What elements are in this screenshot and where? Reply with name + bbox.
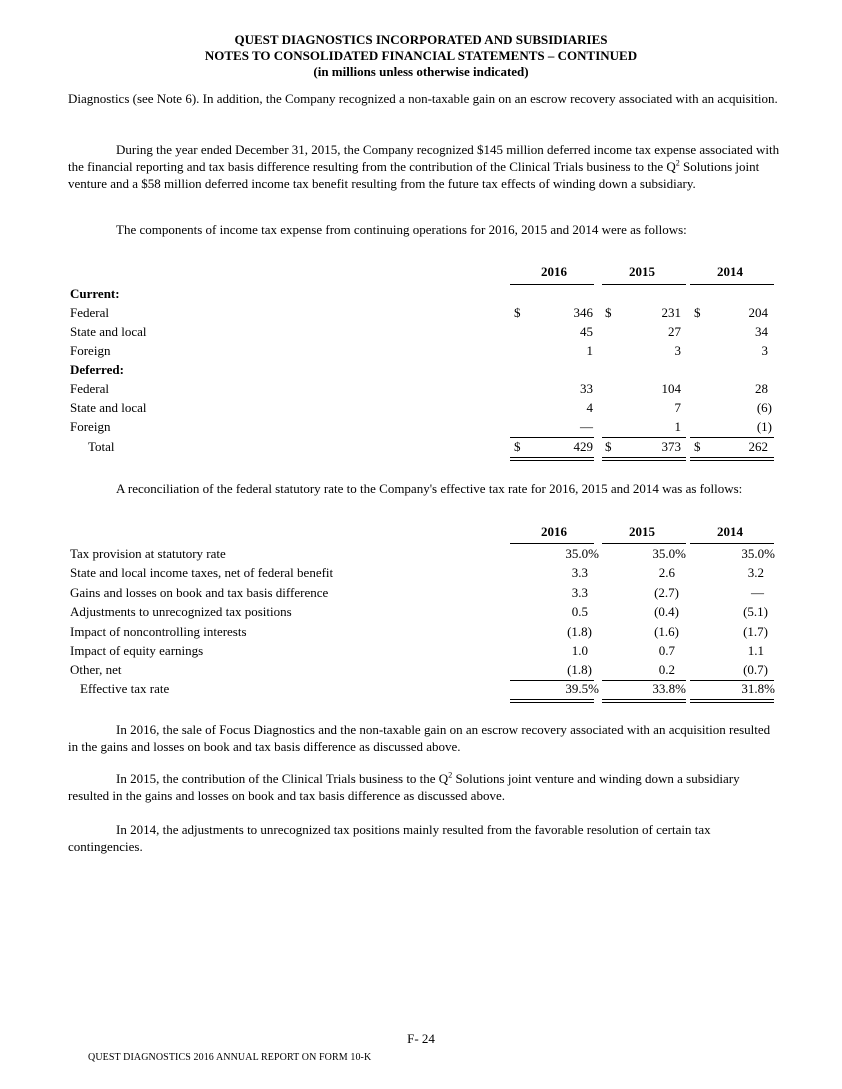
- cell-value: 34: [755, 324, 768, 339]
- table1-total-double-rule: [510, 457, 594, 461]
- table2-row: [0, 544, 842, 563]
- cell-value: 1: [674, 419, 681, 434]
- row-label: Impact of equity earnings: [70, 643, 204, 658]
- table2-year-2014: 2014: [717, 524, 743, 539]
- row-label: Gains and losses on book and tax basis difference: [70, 585, 329, 600]
- superscript: 2: [448, 770, 453, 780]
- cell-value: —: [751, 585, 764, 600]
- row-label: State and local: [70, 400, 147, 415]
- row-label: Tax provision at statutory rate: [70, 546, 226, 561]
- currency-symbol: $: [694, 305, 701, 320]
- paragraph-2: [68, 141, 780, 192]
- cell-value: 3: [674, 343, 681, 358]
- row-label: Foreign: [70, 343, 111, 358]
- cell-value: 3.3: [571, 565, 588, 580]
- cell-value: 3.3: [571, 585, 588, 600]
- cell-value: 346: [573, 305, 593, 320]
- cell-value: 4: [586, 400, 593, 415]
- currency-symbol: $: [694, 439, 701, 454]
- row-label: Adjustments to unrecognized tax positions: [70, 604, 292, 619]
- cell-value: 33: [580, 381, 593, 396]
- page-number: F- 24: [407, 1031, 435, 1046]
- cell-value: 231: [661, 305, 681, 320]
- superscript: 2: [675, 158, 680, 168]
- table1-row: [0, 398, 842, 417]
- cell-value: 2.6: [658, 565, 675, 580]
- row-label: Foreign: [70, 419, 111, 434]
- cell-value: 35.0%: [741, 546, 775, 561]
- paragraph-3: The components of income tax expense from continuing operations for 2016, 2015 and 2014 were as follows:: [116, 222, 687, 237]
- paragraph-2-part-a: During the year ended December 31, 2015, the Company recognized $145 million deferred income tax expense associated with the financial reporting and tax basis difference resulting from the contribution of the Clinical Trials business to the Q: [68, 142, 780, 174]
- row-label: Other, net: [70, 662, 122, 677]
- cell-value: (6): [756, 400, 772, 415]
- currency-symbol: $: [514, 305, 521, 320]
- row-label: State and local: [70, 324, 147, 339]
- row-label: Impact of noncontrolling interests: [70, 624, 247, 639]
- currency-symbol: $: [605, 305, 612, 320]
- paragraph-1: Diagnostics (see Note 6). In addition, the Company recognized a non-taxable gain on an escrow recovery associated with an acquisition.: [68, 91, 778, 106]
- cell-value: (1.8): [567, 624, 592, 639]
- table2-row: [0, 563, 842, 582]
- cell-value: 0.2: [658, 662, 675, 677]
- table2-row: [0, 622, 842, 641]
- cell-value: 373: [661, 439, 681, 454]
- cell-value: 0.7: [658, 643, 675, 658]
- cell-value: 1.0: [571, 643, 588, 658]
- cell-value: 45: [580, 324, 593, 339]
- row-label: Federal: [70, 305, 109, 320]
- table1-row: [0, 341, 842, 360]
- currency-symbol: $: [514, 439, 521, 454]
- table1-total-row: [0, 437, 842, 456]
- cell-value: 104: [661, 381, 681, 396]
- table1-total-double-rule: [602, 457, 686, 461]
- table1-row: [0, 360, 842, 379]
- table1-row: [0, 379, 842, 398]
- table2-total-double-rule: [602, 699, 686, 703]
- row-label: State and local income taxes, net of federal benefit: [70, 565, 334, 580]
- table1-year-2014: 2014: [717, 264, 743, 279]
- cell-value: 39.5%: [565, 681, 599, 696]
- cell-value: 1: [586, 343, 593, 358]
- row-label: Current:: [70, 286, 120, 301]
- cell-value: 3.2: [747, 565, 764, 580]
- row-label: Effective tax rate: [80, 681, 170, 696]
- table1-row: [0, 303, 842, 322]
- cell-value: (1.6): [654, 624, 679, 639]
- cell-value: 1.1: [747, 643, 764, 658]
- table2-total-double-rule: [510, 699, 594, 703]
- row-label: Total: [88, 439, 115, 454]
- table2-row: [0, 641, 842, 660]
- cell-value: (2.7): [654, 585, 679, 600]
- table1-year-2015: 2015: [629, 264, 655, 279]
- table1-row: [0, 417, 842, 436]
- paragraph-2-part-b: Solutions joint venture and a $58 million deferred income tax benefit resulting from the future tax effects of winding down a subsidiary.: [68, 159, 760, 191]
- cell-value: (5.1): [743, 604, 768, 619]
- paragraph-6: [68, 770, 780, 804]
- cell-value: 27: [668, 324, 681, 339]
- cell-value: (0.7): [743, 662, 768, 677]
- cell-value: 33.8%: [652, 681, 686, 696]
- paragraph-4: A reconciliation of the federal statutory rate to the Company's effective tax rate for 2016, 2015 and 2014 was as follows:: [116, 481, 743, 496]
- cell-value: 0.5: [571, 604, 588, 619]
- cell-value: 7: [674, 400, 681, 415]
- table2-row: [0, 602, 842, 621]
- paragraph-6-part-b: Solutions joint venture and winding down a subsidiary resulted in the gains and losses on book and tax basis difference as discussed above.: [68, 771, 740, 803]
- cell-value: 35.0%: [652, 546, 686, 561]
- cell-value: (0.4): [654, 604, 679, 619]
- cell-value: 3: [761, 343, 768, 358]
- page-header-company: QUEST DIAGNOSTICS INCORPORATED AND SUBSIDIARIES: [234, 32, 608, 47]
- table1-year-2016: 2016: [541, 264, 567, 279]
- table2-year-2015: 2015: [629, 524, 655, 539]
- cell-value: —: [580, 419, 593, 434]
- paragraph-6-part-a: In 2015, the contribution of the Clinical Trials business to the Q: [116, 771, 449, 786]
- paragraph-7: In 2014, the adjustments to unrecognized tax positions mainly resulted from the favorable resolution of certain tax contingencies.: [68, 822, 711, 854]
- cell-value: 262: [748, 439, 768, 454]
- table2-total-double-rule: [690, 699, 774, 703]
- cell-value: 429: [573, 439, 593, 454]
- row-label: Deferred:: [70, 362, 124, 377]
- table1-total-double-rule: [690, 457, 774, 461]
- page-header-section: NOTES TO CONSOLIDATED FINANCIAL STATEMENTS – CONTINUED: [204, 48, 638, 63]
- table2-row: [0, 660, 842, 679]
- cell-value: (1.8): [567, 662, 592, 677]
- currency-symbol: $: [605, 439, 612, 454]
- cell-value: 31.8%: [741, 681, 775, 696]
- paragraph-5: In 2016, the sale of Focus Diagnostics and the non-taxable gain on an escrow recovery associated with an acquisition resulted in the gains and losses on book and tax basis difference as discussed above.: [68, 722, 771, 754]
- row-label: Federal: [70, 381, 109, 396]
- report-footer: QUEST DIAGNOSTICS 2016 ANNUAL REPORT ON FORM 10-K: [88, 1052, 372, 1063]
- cell-value: 35.0%: [565, 546, 599, 561]
- table2-year-2016: 2016: [541, 524, 567, 539]
- cell-value: (1.7): [743, 624, 768, 639]
- cell-value: (1): [756, 419, 772, 434]
- table2-row: [0, 583, 842, 602]
- table2-total-row: [0, 679, 842, 698]
- table1-row: [0, 284, 842, 303]
- page-header-units: (in millions unless otherwise indicated): [313, 64, 529, 79]
- cell-value: 204: [748, 305, 768, 320]
- table1-row: [0, 322, 842, 341]
- cell-value: 28: [755, 381, 768, 396]
